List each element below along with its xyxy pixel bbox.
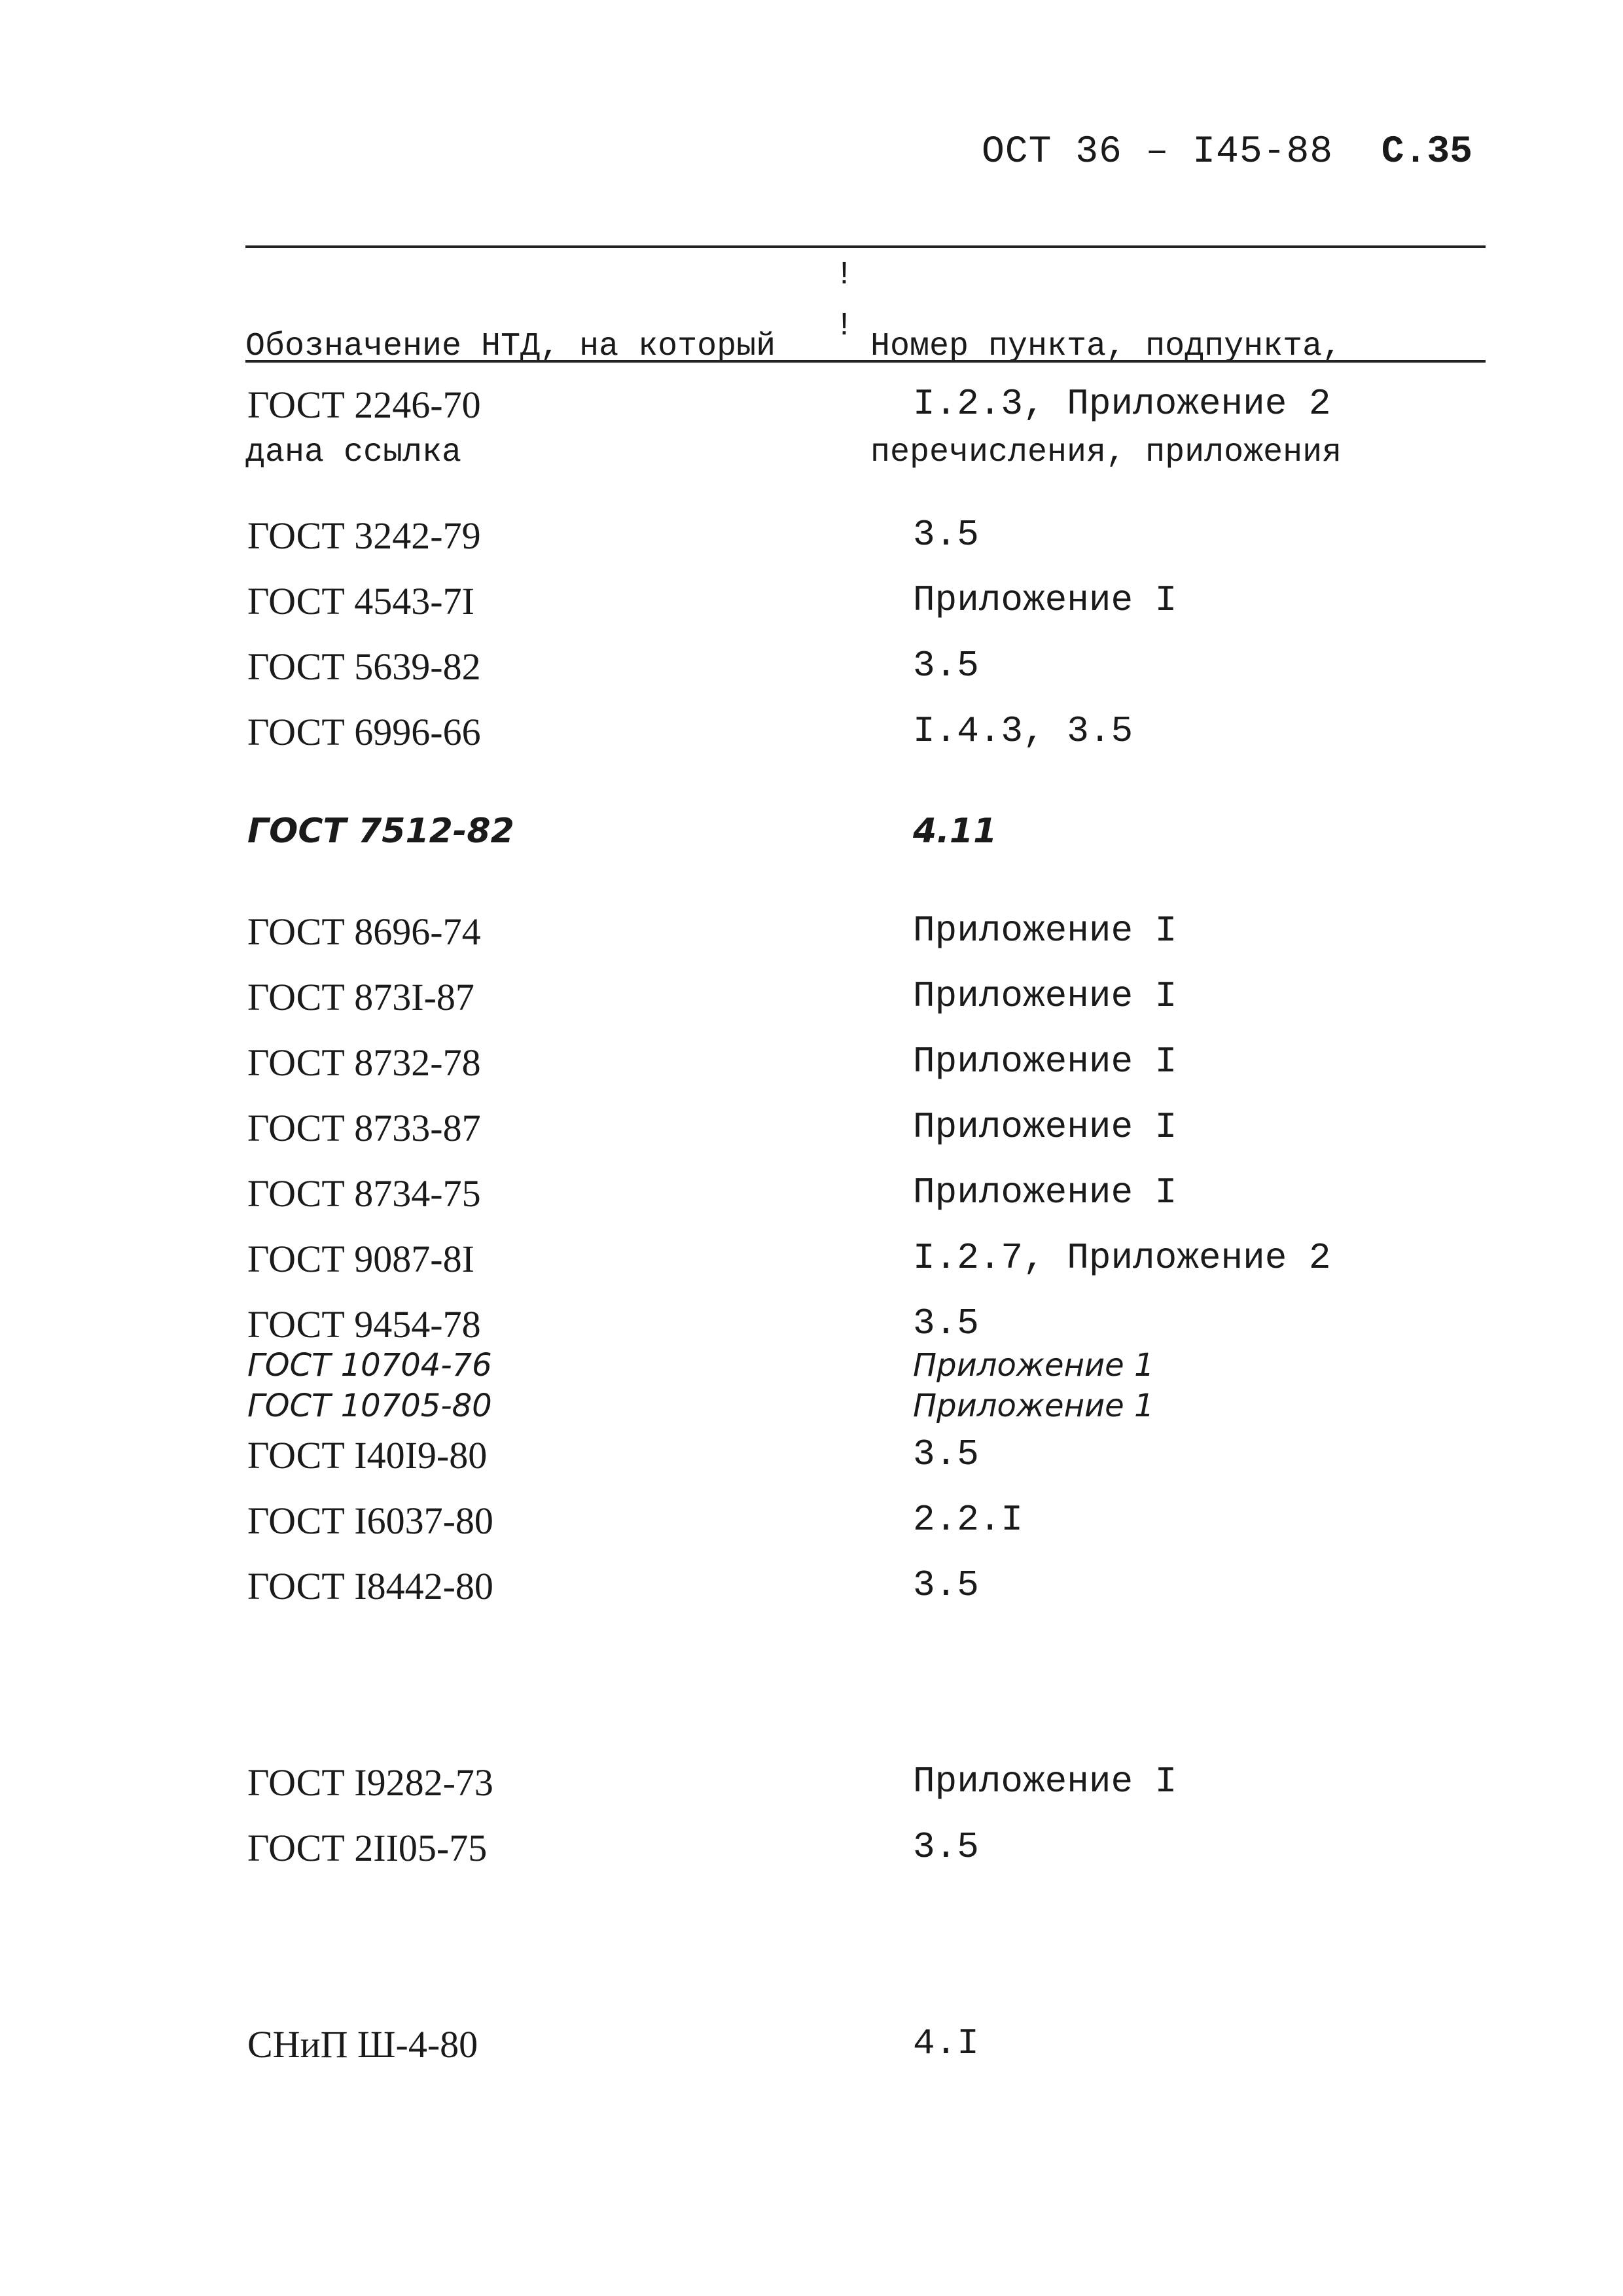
clause-cell: Приложение I bbox=[913, 975, 1177, 1017]
column-separator: ! bbox=[834, 257, 855, 294]
clause-cell: Приложение 1 bbox=[913, 1388, 1154, 1424]
clause-cell: Приложение I bbox=[913, 579, 1177, 621]
reference-cell: СНиП Ш-4-80 bbox=[247, 2023, 478, 2066]
reference-cell: ГОСТ 7512-82 bbox=[247, 812, 514, 851]
reference-cell: ГОСТ 8732-78 bbox=[247, 1041, 481, 1084]
column-separator: ! bbox=[834, 308, 855, 345]
reference-cell: ГОСТ 8734-75 bbox=[247, 1172, 481, 1215]
reference-cell: ГОСТ 5639-82 bbox=[247, 645, 481, 688]
reference-cell: ГОСТ I8442-80 bbox=[247, 1565, 493, 1607]
clause-cell: 3.5 bbox=[913, 645, 979, 687]
reference-cell: ГОСТ I9282-73 bbox=[247, 1761, 493, 1804]
table-row bbox=[0, 1388, 1623, 1440]
column-header-clause-line1: Номер пункта, подпункта, bbox=[870, 328, 1342, 365]
table-row bbox=[0, 1041, 1623, 1093]
clause-cell: 4.I bbox=[913, 2022, 979, 2064]
reference-cell: ГОСТ 8696-74 bbox=[247, 910, 481, 953]
reference-cell: ГОСТ 2II05-75 bbox=[247, 1827, 488, 1869]
table-row bbox=[0, 383, 1623, 435]
clause-cell: Приложение I bbox=[913, 1106, 1177, 1148]
reference-cell: ГОСТ 9454-78 bbox=[247, 1303, 481, 1346]
table-row bbox=[0, 1564, 1623, 1617]
clause-cell: 3.5 bbox=[913, 1564, 979, 1606]
table-row bbox=[0, 579, 1623, 632]
table-row bbox=[0, 645, 1623, 697]
clause-cell: I.4.3, 3.5 bbox=[913, 710, 1133, 752]
reference-cell: ГОСТ 9087-8I bbox=[247, 1238, 474, 1280]
table-row bbox=[0, 2022, 1623, 2075]
table-row bbox=[0, 1172, 1623, 1224]
clause-cell: 3.5 bbox=[913, 1433, 979, 1475]
reference-cell: ГОСТ 2246-70 bbox=[247, 384, 481, 426]
table-row bbox=[0, 1761, 1623, 1813]
table-row bbox=[0, 1237, 1623, 1289]
clause-cell: 4.11 bbox=[913, 812, 997, 851]
clause-cell: Приложение I bbox=[913, 1041, 1177, 1083]
table-row bbox=[0, 514, 1623, 566]
reference-cell: ГОСТ 8733-87 bbox=[247, 1107, 481, 1149]
column-header-reference-line1: Обозначение НТД, на который bbox=[245, 328, 776, 365]
clause-cell: Приложение 1 bbox=[913, 1347, 1154, 1384]
column-header-clause-line2: перечисления, приложения bbox=[870, 434, 1342, 471]
clause-cell: 3.5 bbox=[913, 1826, 979, 1868]
table-row bbox=[0, 1826, 1623, 1878]
reference-cell: ГОСТ I6037-80 bbox=[247, 1499, 493, 1542]
clause-cell: I.2.7, Приложение 2 bbox=[913, 1237, 1331, 1279]
column-header-reference-line2: дана ссылка bbox=[245, 434, 462, 471]
table-row bbox=[0, 1433, 1623, 1486]
table-row bbox=[0, 812, 1623, 864]
reference-cell: ГОСТ 10705-80 bbox=[247, 1388, 492, 1424]
clause-cell: Приложение I bbox=[913, 1172, 1177, 1213]
table-row bbox=[0, 1106, 1623, 1158]
reference-cell: ГОСТ 10704-76 bbox=[247, 1347, 492, 1384]
table-row bbox=[0, 910, 1623, 962]
table-row bbox=[0, 1499, 1623, 1551]
clause-cell: Приложение I bbox=[913, 910, 1177, 952]
clause-cell: Приложение I bbox=[913, 1761, 1177, 1803]
table-top-rule bbox=[245, 245, 1486, 248]
clause-cell: I.2.3, Приложение 2 bbox=[913, 383, 1331, 425]
reference-cell: ГОСТ I40I9-80 bbox=[247, 1434, 488, 1477]
table-row bbox=[0, 710, 1623, 762]
table-header-rule bbox=[245, 360, 1486, 363]
page-number: С.35 bbox=[1381, 131, 1472, 173]
clause-cell: 2.2.I bbox=[913, 1499, 1024, 1541]
reference-cell: ГОСТ 6996-66 bbox=[247, 711, 481, 753]
document-code: ОСТ 36 – I45-88 bbox=[982, 131, 1334, 173]
clause-cell: 3.5 bbox=[913, 1302, 979, 1344]
page-header bbox=[982, 131, 1492, 190]
table-row bbox=[0, 975, 1623, 1028]
reference-cell: ГОСТ 4543-7I bbox=[247, 580, 474, 622]
reference-cell: ГОСТ 3242-79 bbox=[247, 514, 481, 557]
clause-cell: 3.5 bbox=[913, 514, 979, 556]
reference-cell: ГОСТ 873I-87 bbox=[247, 976, 474, 1018]
